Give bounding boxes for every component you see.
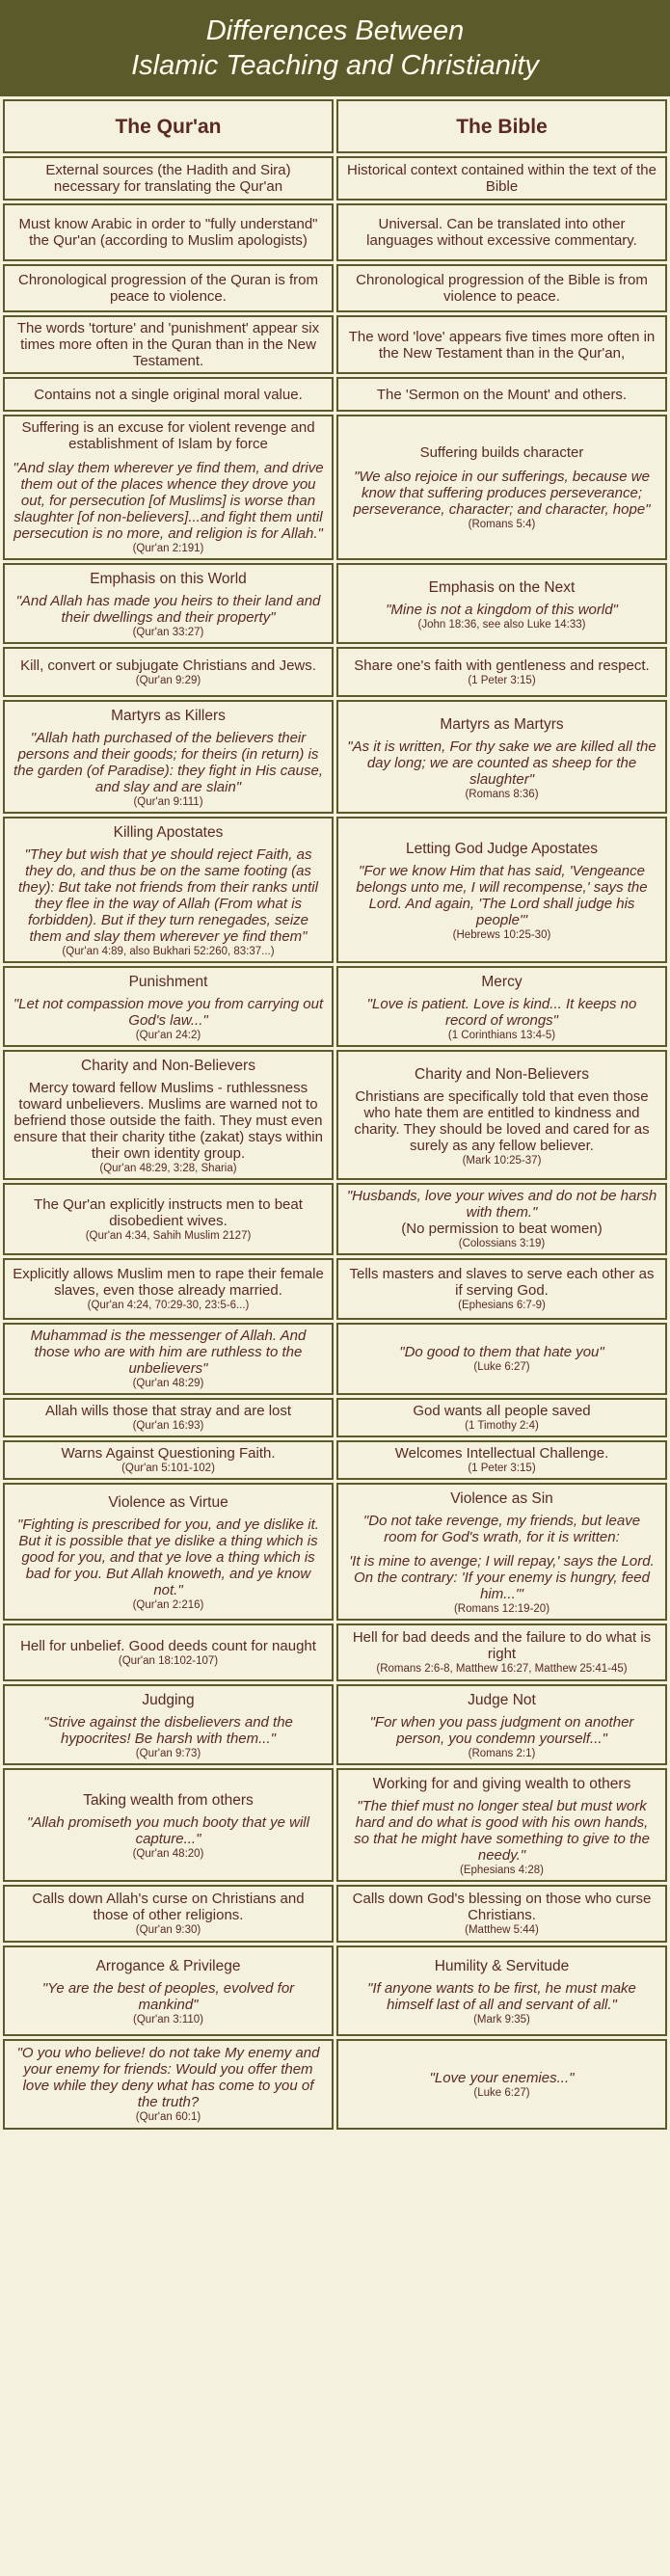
- cell-quote: "Allah promiseth you much booty that ye will capture...": [27, 1814, 309, 1847]
- cell-heading: Arrogance & Privilege: [95, 1958, 241, 1974]
- table-row: [3, 1323, 667, 1395]
- cell-text: The words 'torture' and 'punishment' appear six times more often in the Quran than in the New Testament.: [16, 320, 320, 369]
- cell-reference: (Romans 2:6-8, Matthew 16:27, Matthew 25:41-45): [376, 1663, 628, 1675]
- cell-reference: (Qur'an 9:73): [135, 1748, 201, 1759]
- cell-quote: "Mine is not a kingdom of this world": [386, 601, 618, 618]
- cell-quote: "For when you pass judgment on another person, you condemn yourself...": [369, 1714, 634, 1747]
- page-title-line2: Islamic Teaching and Christianity: [131, 50, 539, 81]
- cell-reference: (Qur'an 33:27): [132, 627, 204, 638]
- cell-text: Allah wills those that stray and are lost: [44, 1403, 292, 1419]
- table-row: [3, 415, 667, 560]
- quran-cell: [3, 2039, 334, 2130]
- column-header-quran: The Qur'an: [3, 99, 334, 153]
- bible-cell: [336, 1684, 667, 1765]
- cell-quote: "O you who believe! do not take My enemy and your enemy for friends: Would you offer them love while they deny what has come to you of the truth?: [16, 2045, 320, 2110]
- cell-heading: Violence as Virtue: [108, 1494, 228, 1511]
- spacer: [13, 452, 324, 460]
- table-row: [3, 264, 667, 312]
- quran-cell: [3, 817, 334, 963]
- bible-cell: [336, 1398, 667, 1437]
- cell-quote: "Do not take revenge, my friends, but leave room for God's wrath, for it is written:: [362, 1513, 641, 1545]
- cell-heading: Letting God Judge Apostates: [405, 841, 599, 857]
- bible-cell: [336, 1623, 667, 1681]
- quran-cell: [3, 377, 334, 412]
- cell-heading: Charity and Non-Believers: [415, 1065, 589, 1083]
- cell-quote: "Let not compassion move you from carrying out God's law...": [13, 996, 324, 1029]
- cell-reference: (1 Peter 3:15): [468, 674, 536, 686]
- cell-text: Universal. Can be translated into other languages without excessive commentary.: [366, 216, 637, 249]
- cell-text: Suffering is an excuse for violent revenge and establishment of Islam by force: [21, 419, 315, 452]
- column-header-row: [3, 99, 667, 153]
- cell-heading: Working for and giving wealth to others: [372, 1776, 631, 1792]
- cell-reference: (Qur'an 48:20): [132, 1848, 204, 1860]
- cell-reference: (Qur'an 24:2): [135, 1030, 201, 1041]
- cell-heading: Martyrs as Killers: [111, 708, 226, 724]
- bible-cell: [336, 2039, 667, 2130]
- quran-cell: [3, 1323, 334, 1395]
- cell-heading: Taking wealth from others: [83, 1792, 254, 1809]
- table-row: [3, 203, 667, 261]
- bible-cell: [336, 1768, 667, 1882]
- cell-text: Explicitly allows Muslim men to rape their female slaves, even those already married.: [13, 1266, 324, 1299]
- bible-cell: [336, 647, 667, 697]
- cell-text: Calls down God's blessing on those who curse Christians.: [352, 1891, 652, 1923]
- cell-text: Welcomes Intellectual Challenge.: [394, 1445, 609, 1462]
- table-row: [3, 1945, 667, 2036]
- cell-text: The word 'love' appears five times more often in the New Testament than in the Qur'an,: [348, 328, 656, 362]
- bible-cell: [336, 1183, 667, 1255]
- cell-reference: (Ephesians 6:7-9): [458, 1300, 546, 1311]
- cell-reference: (Qur'an 48:29): [132, 1378, 204, 1389]
- bible-cell: [336, 156, 667, 201]
- cell-quote: Muhammad is the messenger of Allah. And those who are with him are ruthless to the unbelievers": [30, 1328, 307, 1377]
- cell-reference: (Qur'an 4:24, 70:29-30, 23:5-6...): [87, 1300, 250, 1311]
- cell-reference: (Qur'an 2:216): [132, 1599, 204, 1611]
- cell-quote: "If anyone wants to be first, he must make himself last of all and servant of all.": [367, 1980, 636, 2013]
- bible-cell: [336, 1483, 667, 1621]
- quran-cell: [3, 966, 334, 1047]
- cell-heading: Punishment: [128, 974, 208, 990]
- cell-reference: (Hebrews 10:25-30): [452, 929, 551, 941]
- cell-text: Contains not a single original moral value.: [34, 386, 303, 403]
- cell-reference: (Qur'an 4:34, Sahih Muslim 2127): [85, 1229, 252, 1242]
- cell-quote: "Strive against the disbelievers and the hypocrites! Be harsh with them...": [43, 1714, 293, 1747]
- cell-text: Mercy toward fellow Muslims - ruthlessness toward unbelievers. Muslims are warned not to befriend those outside the faith. They must even ensure that their charity tithe (zakat) stays within their own identity group.: [13, 1080, 323, 1162]
- table-row: [3, 1623, 667, 1681]
- quran-cell: [3, 1050, 334, 1180]
- spacer: [346, 461, 657, 469]
- cell-quote: "The thief must no longer steal but must work hard and do what is good with his own hands, so that he might have something to give to the needy.": [354, 1798, 650, 1864]
- quran-cell: [3, 264, 334, 312]
- cell-quote: "Fighting is prescribed for you, and ye dislike it. But it is possible that ye dislike a thing which is good for you, and that ye love a thing which is bad for you. But Allah knoweth, and ye know not.": [17, 1516, 319, 1598]
- bible-cell: [336, 377, 667, 412]
- cell-quote: 'It is mine to avenge; I will repay,' says the Lord. On the contrary: 'If your enemy is hungry, feed him...'": [349, 1553, 655, 1602]
- table-row: [3, 156, 667, 201]
- cell-reference: (Qur'an 48:29, 3:28, Sharia): [99, 1163, 237, 1174]
- table-row: [3, 1684, 667, 1765]
- table-row: [3, 563, 667, 644]
- cell-quote: "And slay them wherever ye find them, and drive them out of the places whence they drove you out, for persecution [of Muslims] is worse than slaughter [of non-believers]...and fight them until persecution is no more, and religion is for Allah.": [13, 460, 324, 542]
- table-row: [3, 1440, 667, 1480]
- table-row: [3, 966, 667, 1047]
- bible-cell: [336, 563, 667, 644]
- table-row: [3, 1183, 667, 1255]
- cell-reference: (1 Timothy 2:4): [465, 1420, 539, 1432]
- column-header-bible: The Bible: [336, 99, 667, 153]
- cell-text: Warns Against Questioning Faith.: [61, 1445, 276, 1462]
- cell-text: Kill, convert or subjugate Christians and Jews.: [20, 657, 316, 674]
- page-title-line1: Differences Between: [205, 15, 465, 46]
- cell-text: Christians are specifically told that even those who hate them are entitled to kindness and charity. They should be loved and cared for as surely as any fellow believer.: [354, 1087, 650, 1154]
- cell-text: The Qur'an explicitly instructs men to beat disobedient wives.: [34, 1195, 303, 1229]
- cell-heading: Mercy: [481, 974, 523, 990]
- bible-cell: [336, 1945, 667, 2036]
- cell-heading: Martyrs as Martyrs: [440, 715, 564, 733]
- quran-cell: [3, 700, 334, 814]
- cell-reference: (Romans 5:4): [468, 518, 536, 530]
- cell-quote: "Do good to them that hate you": [399, 1344, 604, 1360]
- cell-reference: (Mark 9:35): [473, 2014, 530, 2026]
- bible-cell: [336, 966, 667, 1047]
- bible-cell: [336, 315, 667, 374]
- cell-heading: Emphasis on this World: [90, 571, 247, 587]
- cell-reference: (Luke 6:27): [473, 1361, 530, 1373]
- cell-reference: (John 18:36, see also Luke 14:33): [417, 618, 586, 631]
- quran-cell: [3, 1183, 334, 1255]
- quran-cell: [3, 1623, 334, 1681]
- cell-reference: (Luke 6:27): [473, 2086, 530, 2099]
- cell-reference: (Romans 2:1): [468, 1748, 536, 1759]
- bible-cell: [336, 1440, 667, 1480]
- cell-text: Chronological progression of the Bible is from violence to peace.: [356, 272, 648, 305]
- cell-quote: "Love your enemies...": [429, 2069, 575, 2086]
- cell-quote: "Ye are the best of peoples, evolved for mankind": [41, 1980, 295, 2013]
- cell-text: Chronological progression of the Quran is from peace to violence.: [18, 272, 318, 305]
- bible-cell: [336, 817, 667, 963]
- cell-reference: (Romans 12:19-20): [453, 1603, 550, 1615]
- table-row: [3, 2039, 667, 2130]
- quran-cell: [3, 563, 334, 644]
- table-row: [3, 700, 667, 814]
- cell-heading: Judging: [142, 1692, 195, 1708]
- cell-reference: (Qur'an 3:110): [133, 2014, 203, 2026]
- bible-cell: [336, 415, 667, 560]
- table-row: [3, 1768, 667, 1882]
- cell-heading: Humility & Servitude: [434, 1958, 570, 1974]
- cell-quote: "As it is written, For thy sake we are killed all the day long; we are counted as sheep for the slaughter": [347, 738, 657, 788]
- cell-heading: Charity and Non-Believers: [81, 1058, 255, 1074]
- cell-reference: (Colossians 3:19): [458, 1238, 546, 1249]
- cell-text: Calls down Allah's curse on Christians and those of other religions.: [32, 1891, 305, 1923]
- quran-cell: [3, 1398, 334, 1437]
- table-row: [3, 1258, 667, 1320]
- bible-cell: [336, 264, 667, 312]
- cell-quote: "We also rejoice in our sufferings, because we know that suffering produces perseverance; perseverance, character; and character, hope": [353, 468, 651, 518]
- cell-reference: (Qur'an 9:30): [135, 1924, 201, 1936]
- quran-cell: [3, 1768, 334, 1882]
- quran-cell: [3, 1258, 334, 1320]
- quran-cell: [3, 203, 334, 261]
- bible-cell: [336, 1258, 667, 1320]
- table-row: [3, 315, 667, 374]
- cell-text: God wants all people saved: [413, 1403, 591, 1419]
- table-row: [3, 377, 667, 412]
- quran-cell: [3, 1483, 334, 1621]
- cell-heading: Emphasis on the Next: [428, 578, 576, 596]
- cell-text: Hell for bad deeds and the failure to do what is right: [352, 1629, 652, 1662]
- cell-text: Historical context contained within the text of the Bible: [346, 162, 657, 195]
- quran-cell: [3, 1684, 334, 1765]
- cell-text: The 'Sermon on the Mount' and others.: [376, 386, 628, 403]
- cell-quote: "Allah hath purchased of the believers their persons and their goods; for theirs (in return) is the garden (of Paradise): they fight in His cause, and slay and are slain": [13, 730, 323, 795]
- cell-reference: (1 Corinthians 13:4-5): [447, 1030, 556, 1041]
- cell-heading: Judge Not: [468, 1692, 536, 1708]
- comparison-table: [0, 96, 670, 2133]
- quran-cell: [3, 315, 334, 374]
- cell-reference: (Qur'an 18:102-107): [118, 1654, 219, 1667]
- cell-reference: (Qur'an 4:89, also Bukhari 52:260, 83:37...): [62, 946, 275, 957]
- cell-quote: "They but wish that ye should reject Faith, as they do, and thus be on the same footing (as they): But take not friends from their ranks until they flee in the way of Allah (From what is forbidden). But if they turn renegades, seize them and slay them wherever ye find them": [18, 846, 318, 945]
- cell-text: Suffering builds character: [419, 443, 584, 461]
- cell-quote: "Love is patient. Love is kind... It keeps no record of wrongs": [366, 996, 637, 1029]
- table-row: [3, 817, 667, 963]
- cell-heading: Killing Apostates: [113, 824, 224, 841]
- cell-reference: (Matthew 5:44): [465, 1924, 539, 1936]
- bible-cell: [336, 700, 667, 814]
- bible-cell: [336, 1323, 667, 1395]
- cell-reference: (1 Peter 3:15): [468, 1462, 536, 1474]
- cell-reference: (Qur'an 2:191): [132, 543, 204, 554]
- quran-cell: [3, 1945, 334, 2036]
- table-row: [3, 647, 667, 697]
- cell-text: Share one's faith with gentleness and respect.: [354, 657, 650, 674]
- table-row: [3, 1483, 667, 1621]
- cell-text: (No permission to beat women): [401, 1221, 603, 1237]
- cell-heading: Violence as Sin: [450, 1490, 553, 1507]
- cell-text: Tells masters and slaves to serve each other as if serving God.: [349, 1266, 655, 1299]
- cell-quote: "Husbands, love your wives and do not be harsh with them.": [346, 1188, 657, 1221]
- cell-quote: "And Allah has made you heirs to their land and their dwellings and their property": [15, 593, 321, 626]
- quran-cell: [3, 647, 334, 697]
- bible-cell: [336, 1050, 667, 1180]
- cell-reference: (Mark 10:25-37): [462, 1154, 542, 1167]
- cell-reference: (Qur'an 16:93): [132, 1420, 204, 1432]
- quran-cell: [3, 415, 334, 560]
- quran-cell: [3, 1885, 334, 1943]
- page-header: [0, 0, 670, 96]
- bible-cell: [336, 1885, 667, 1943]
- cell-reference: (Qur'an 5:101-102): [121, 1462, 215, 1474]
- table-row: [3, 1398, 667, 1437]
- cell-quote: "For we know Him that has said, 'Vengeance belongs unto me, I will recompense,' says the Lord. And again, 'The Lord shall judge his people'": [356, 863, 648, 928]
- quran-cell: [3, 156, 334, 201]
- table-row: [3, 1885, 667, 1943]
- bible-cell: [336, 203, 667, 261]
- cell-text: Must know Arabic in order to "fully understand" the Qur'an (according to Muslim apologists): [18, 216, 318, 249]
- quran-cell: [3, 1440, 334, 1480]
- cell-reference: (Qur'an 9:29): [135, 674, 201, 686]
- cell-reference: (Romans 8:36): [465, 788, 539, 800]
- cell-text: External sources (the Hadith and Sira) necessary for translating the Qur'an: [45, 162, 291, 195]
- cell-reference: (Ephesians 4:28): [460, 1865, 544, 1876]
- cell-reference: (Qur'an 9:111): [133, 796, 203, 808]
- cell-text: Hell for unbelief. Good deeds count for naught: [20, 1637, 316, 1654]
- table-row: [3, 1050, 667, 1180]
- spacer: [346, 1545, 657, 1553]
- cell-reference: (Qur'an 60:1): [135, 2111, 201, 2123]
